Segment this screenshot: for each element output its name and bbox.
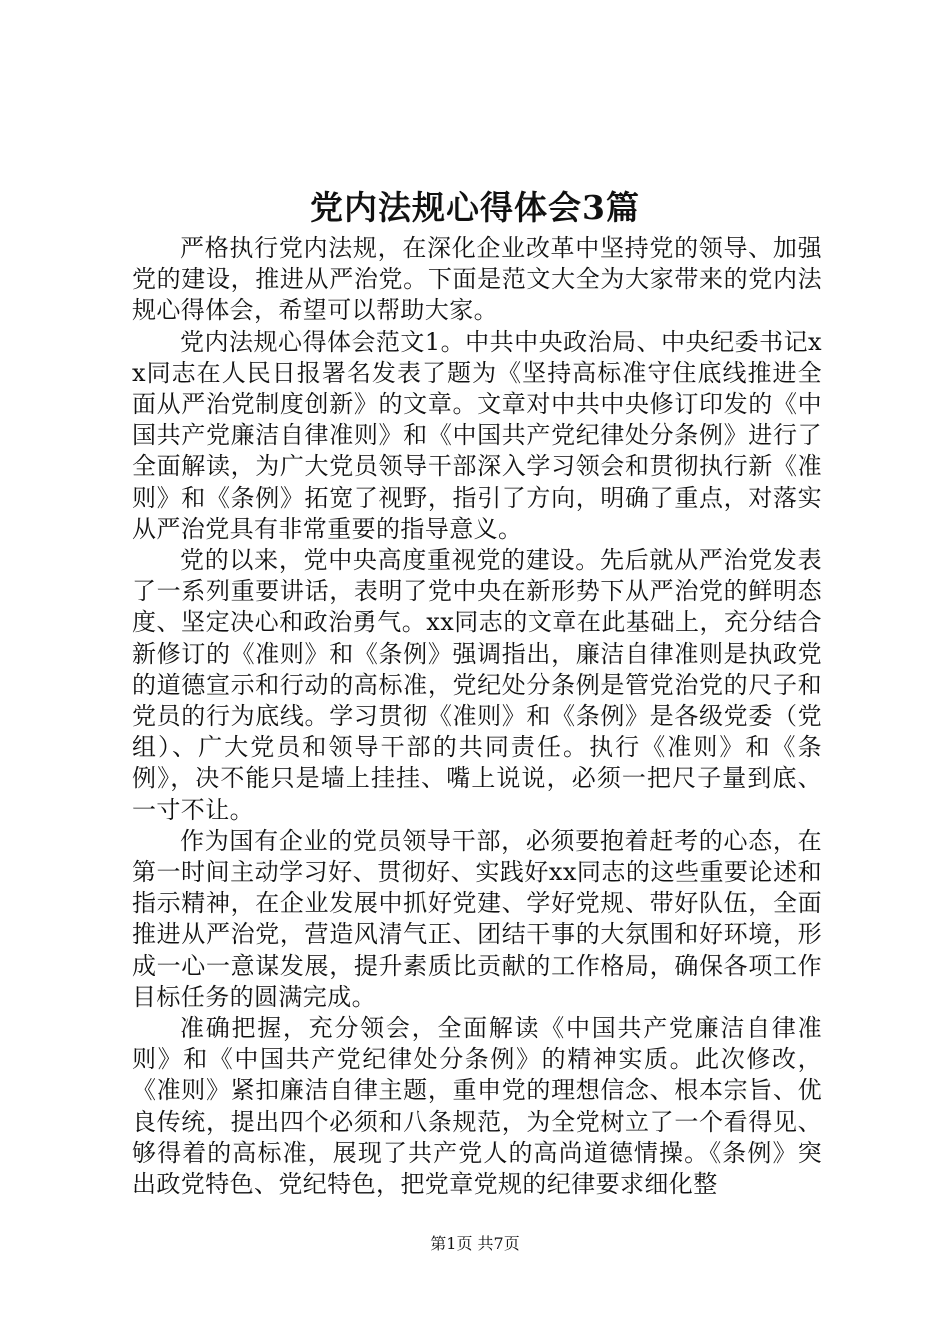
paragraph-4: 准确把握，充分领会，全面解读《中国共产党廉洁自律准则》和《中国共产党纪律处分条例》的精神实质。此次修改，《准则》紧扣廉洁自律主题，重申党的理想信念、根本宗旨、优良传统，提出四个必须和八条规范，为全党树立了一个看得见、够得着的高标准，展现了共产党人的高尚道德情操。《条例》突出政党特色、党纪特色，把党章党规的纪律要求细化整 xyxy=(132,1014,822,1199)
paragraph-1: 党内法规心得体会范文1。中共中央政治局、中央纪委书记xx同志在人民日报署名发表了题为《坚持高标准守住底线推进全面从严治党制度创新》的文章。文章对中共中央修订印发的《中国共产党廉洁自律准则》和《中国共产党纪律处分条例》进行了全面解读，为广大党员领导干部深入学习领会和贯彻执行新《准则》和《条例》拓宽了视野，指引了方向，明确了重点，对落实从严治党具有非常重要的指导意义。 xyxy=(132,327,822,543)
document-body xyxy=(132,233,822,1200)
paragraph-2: 党的以来，党中央高度重视党的建设。先后就从严治党发表了一系列重要讲话，表明了党中央在新形势下从严治党的鲜明态度、坚定决心和政治勇气。xx同志的文章在此基础上，充分结合新修订的《准则》和《条例》强调指出，廉洁自律准则是执政党的道德宣示和行动的高标准，党纪处分条例是管党治党的尺子和党员的行为底线。学习贯彻《准则》和《条例》是各级党委（党组）、广大党员和领导干部的共同责任。执行《准则》和《条例》，决不能只是墙上挂挂、嘴上说说，必须一把尺子量到底、一寸不让。 xyxy=(132,546,822,824)
paragraph-3: 作为国有企业的党员领导干部，必须要抱着赶考的心态，在第一时间主动学习好、贯彻好、实践好xx同志的这些重要论述和指示精神，在企业发展中抓好党建、学好党规、带好队伍，全面推进从严治党，营造风清气正、团结干事的大氛围和好环境，形成一心一意谋发展，提升素质比贡献的工作格局，确保各项工作目标任务的圆满完成。 xyxy=(132,826,822,1011)
paragraph-intro: 严格执行党内法规，在深化企业改革中坚持党的领导、加强党的建设，推进从严治党。下面是范文大全为大家带来的党内法规心得体会，希望可以帮助大家。 xyxy=(132,234,822,325)
document-title: 党内法规心得体会3篇 xyxy=(310,188,640,227)
page-footer: 第1页 共7页 xyxy=(430,1234,520,1253)
